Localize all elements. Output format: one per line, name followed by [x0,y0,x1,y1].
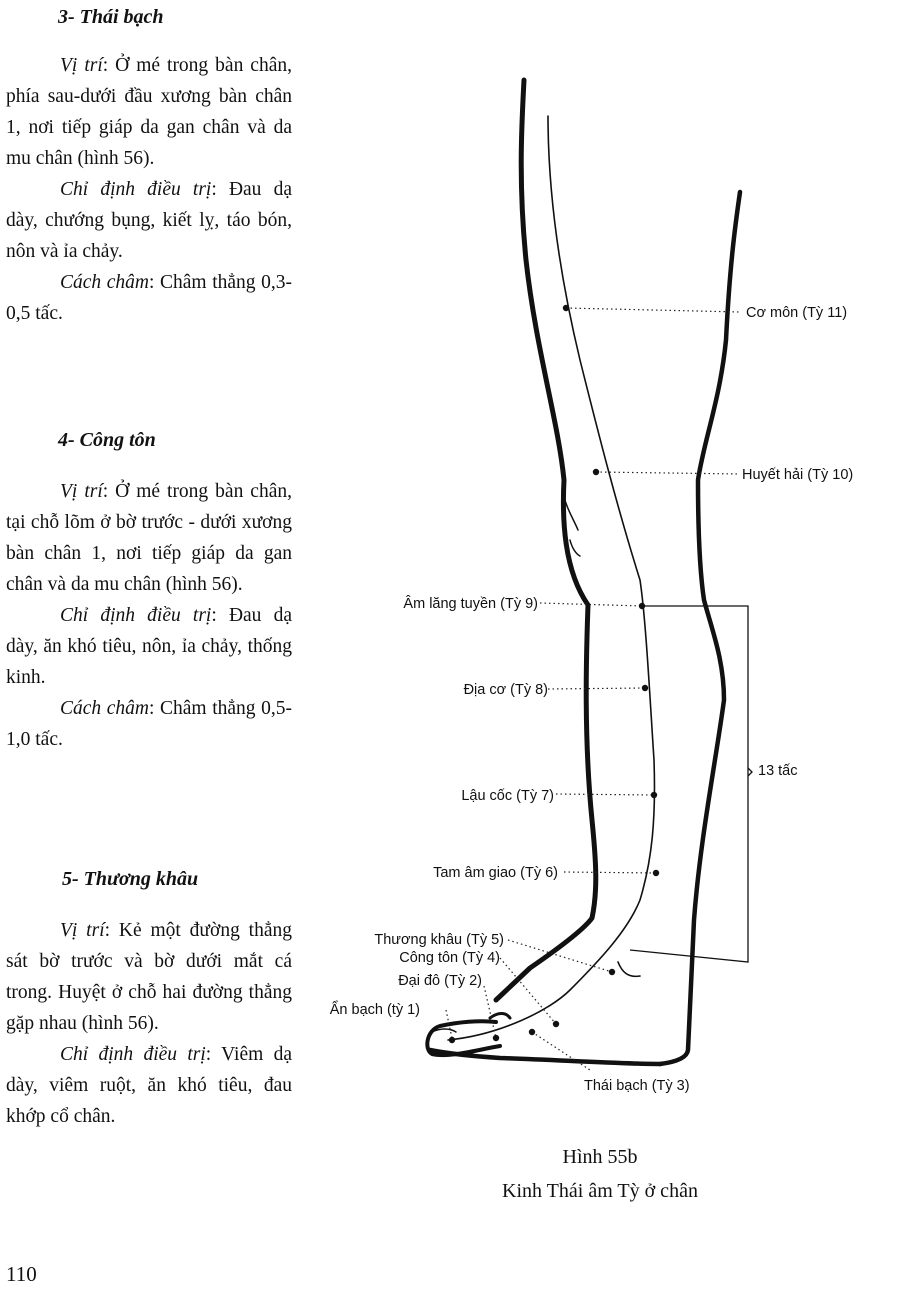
leader-sp3 [532,1032,590,1070]
paragraph-needling [6,693,292,755]
label-sp5: Thương khâu (Tỳ 5) [374,932,504,948]
leader-sp7 [556,794,654,795]
label-sp11: Cơ môn (Tỳ 11) [746,305,848,321]
label-sp10: Huyết hải (Tỳ 10) [742,467,854,483]
measure-bracket [630,606,752,962]
para-label: Vị trí [60,481,103,502]
knee-crease-2 [570,540,580,556]
section-title: 4- Công tôn [58,429,156,451]
para-text: : Đau dạ dày, chướng bụng, kiết lỵ, táo bón, nôn và ỉa chảy. [6,179,293,262]
para-text: : Ở mé trong bàn chân, tại chỗ lõm ở bờ trước - dưới xương bàn chân 1, nơi tiếp giáp da gan chân và da mu chân (hình 56). [6,481,292,595]
page-number: 110 [6,1262,37,1286]
section-title: 5- Thương khâu [62,868,199,890]
label-sp2: Đại đô (Tỳ 2) [398,973,482,989]
para-text: : Ở mé trong bàn chân, phía sau-dưới đầu xương bàn chân 1, nơi tiếp giáp da gan chân và da mu chân (hình 56). [6,55,292,169]
leader-sp10 [596,472,740,474]
para-text: : Viêm dạ dày, viêm ruột, ăn khó tiêu, đau khớp cổ chân. [6,1044,293,1127]
paragraph-location [6,915,292,1039]
leader-sp6 [564,872,656,873]
leader-sp11 [566,308,740,312]
section-body [6,476,292,755]
point-sp1 [449,1037,455,1043]
figure-caption-title: Kinh Thái âm Tỳ ở chân [502,1180,698,1202]
point-sp5 [609,969,615,975]
paragraph-location [6,50,292,174]
para-text: : Châm thẳng 0,5-1,0 tấc. [6,698,292,750]
para-label: Chỉ định điều trị [60,1044,206,1065]
paragraph-needling [6,267,292,329]
point-sp3 [529,1029,535,1035]
point-sp6 [653,870,659,876]
point-sp8 [642,685,648,691]
paragraph-indication [6,600,292,693]
point-sp7 [651,792,657,798]
section-body [6,50,292,329]
para-label: Vị trí [60,920,105,941]
paragraph-location [6,476,292,600]
leg-contour-inner [448,116,654,1040]
point-sp11 [563,305,569,311]
label-sp6: Tam âm giao (Tỳ 6) [433,865,558,881]
second-toe [490,1014,510,1019]
leg-outline-back [496,80,596,1000]
paragraph-indication [6,174,292,267]
leader-sp2 [484,986,496,1038]
point-sp9 [639,603,645,609]
leg-meridian-figure [300,60,900,1150]
leader-sp8 [548,688,645,689]
label-sp7: Lậu cốc (Tỳ 7) [461,788,554,804]
para-text: : Kẻ một đường thẳng sát bờ trước và bờ dưới mắt cá trong. Huyệt ở chỗ hai đường thẳng gặp nhau (hình 56). [6,920,292,1034]
leg-outline-front [660,192,740,1064]
label-sp8: Địa cơ (Tỳ 8) [463,682,548,698]
leader-sp9 [540,603,642,606]
label-sp3: Thái bạch (Tỳ 3) [584,1078,690,1094]
point-sp4 [553,1021,559,1027]
label-measure: 13 tấc [758,763,798,779]
paragraph-indication [6,1039,292,1132]
point-sp10 [593,469,599,475]
para-label: Chỉ định điều trị [60,605,212,626]
para-text: : Đau dạ dày, ăn khó tiêu, nôn, ỉa chảy, thống kinh. [6,605,293,688]
label-sp9: Âm lăng tuyền (Tỳ 9) [403,596,538,612]
para-text: : Châm thẳng 0,3-0,5 tấc. [6,272,292,324]
para-label: Cách châm [60,698,149,719]
label-sp4: Công tôn (Tỳ 4) [399,950,500,966]
malleolus-mark [618,962,640,976]
label-sp1: Ẩn bạch (tỳ 1) [329,1002,420,1018]
para-label: Cách châm [60,272,149,293]
para-label: Vị trí [60,55,103,76]
section-body [6,915,292,1132]
section-title: 3- Thái bạch [58,6,164,28]
figure-caption-number: Hình 55b [562,1146,638,1168]
para-label: Chỉ định điều trị [60,179,212,200]
point-sp2 [493,1035,499,1041]
